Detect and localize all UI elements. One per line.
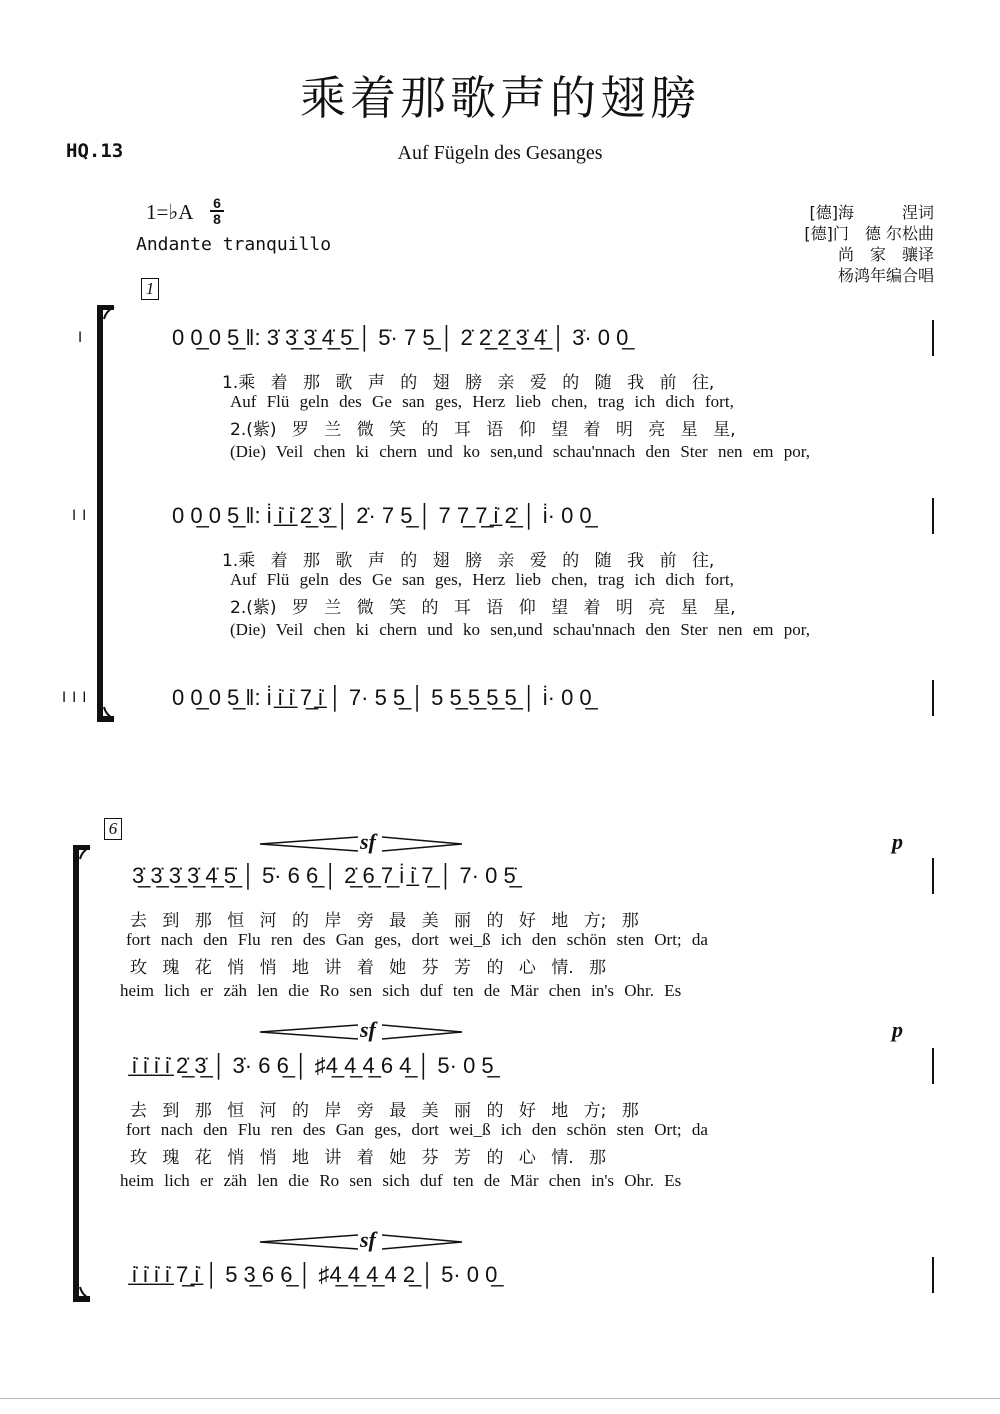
credit-lyricist: [德]海 涅词 [809,203,934,222]
credit-translator: 尚 家 骧译 [837,245,934,264]
page-bottom-edge [0,1398,1000,1399]
lyric-s1v2-verse1-zh: 1.乘 着 那 歌 声 的 翅 膀 亲 爱 的 随 我 前 往, [222,551,715,571]
dynamic-sf-s2v1: sf [360,829,376,854]
key-signature: 1=♭A [146,200,194,224]
lyric-s1v2-verse2-de: (Die) Veil chen ki chern und ko sen,und schau'nnach den Ster nen em por, [230,620,811,639]
barline-end-s2v1 [932,858,934,894]
dynamic-p-s2v1: p [892,829,903,854]
voice-label-2: II [72,508,93,524]
notes-system1-voice1: 0 0̲ 0 5̲ ‖: 3̇ 3̲̇ 3̲̇ 4̲̇ 5̲̇ │ 5̇· 7 5̲ │ 2̇ 2̲̇ 2̲̇ 3̲̇ 4̲̇ │ 3̇· 0 0̲ [172,325,629,350]
lyric-s1v2-verse2-zh: 2.(紫) 罗 兰 微 笑 的 耳 语 仰 望 着 明 亮 星 星, [230,598,736,618]
lyric-s2v2-verse2-zh: 玫 瑰 花 悄 悄 地 讲 着 她 芬 芳 的 心 情. 那 [130,1148,607,1168]
notes-system1-voice3: 0 0̲ 0 5̲ ‖: i̇ i̲̇ i̲̇ 7̲ i̲̇ │ 7· 5 5̲ │ 5 5̲ 5̲ 5̲ 5̲ │ i̇· 0 0̲ [172,685,592,710]
notes-system2-voice2: i̲̇ i̲̇ i̲̇ i̲̇ 2̲̇ 3̲̇ │ 3̇· 6 6̲ │ ♯4̲ 4̲ 4̲ 6 4̲ │ 5· 0 5̲ [132,1053,494,1078]
system1-bracket [92,305,122,725]
lyric-s1v1-verse1-zh: 1.乘 着 那 歌 声 的 翅 膀 亲 爱 的 随 我 前 往, [222,373,715,393]
page-title: 乘着那歌声的翅膀 [300,71,700,125]
lyric-s2v1-verse1-de: fort nach den Flu ren des Gan ges, dort wei_ß ich den schön sten Ort; da [126,930,708,949]
dynamic-sf-s2v2: sf [360,1017,376,1042]
lyric-s2v1-verse1-zh: 去 到 那 恒 河 的 岸 旁 最 美 丽 的 好 地 方; 那 [130,911,639,931]
barline-end-s1v1 [932,320,934,356]
rehearsal-mark-6: 6 [104,818,122,840]
lyric-s1v1-verse1-de: Auf Flü geln des Ge san ges, Herz lieb chen, trag ich dich fort, [230,392,734,411]
subtitle: Auf Fügeln des Gesanges [397,142,603,164]
time-bottom: 8 [213,211,221,227]
lyric-s2v1-verse2-de: heim lich er zäh len die Ro sen sich duf ten de Mär chen in's Ohr. Es [120,981,682,1000]
barline-end-s2v3 [932,1257,934,1293]
system2-bracket [68,845,98,1305]
barline-end-s1v2 [932,498,934,534]
time-signature [210,196,224,226]
notes-system1-voice2: 0 0̲ 0 5̲ ‖: i̇ i̲̇ i̲̇ 2̲̇ 3̲̇ │ 2̇· 7 5̲ │ 7 7̲ 7̲ i̲̇ 2̲̇ │ i̇· 0 0̲ [172,503,592,528]
lyric-s2v2-verse2-de: heim lich er zäh len die Ro sen sich duf ten de Mär chen in's Ohr. Es [120,1171,682,1190]
lyric-s2v1-verse2-zh: 玫 瑰 花 悄 悄 地 讲 着 她 芬 芳 的 心 情. 那 [130,958,607,978]
voice-label-3: III [62,690,93,706]
rehearsal-mark-1: 1 [141,278,159,300]
lyric-s2v2-verse1-de: fort nach den Flu ren des Gan ges, dort wei_ß ich den schön sten Ort; da [126,1120,708,1139]
lyric-s1v2-verse1-de: Auf Flü geln des Ge san ges, Herz lieb chen, trag ich dich fort, [230,570,734,589]
credit-composer: [德]门 德 尔松曲 [804,224,934,243]
notes-system2-voice3: i̲̇ i̲̇ i̲̇ i̲̇ 7̲ i̲̇ │ 5 3̲ 6 6̲ │ ♯4̲ 4̲ 4̲ 4 2̲ │ 5· 0 0̲ [132,1262,498,1287]
lyric-s2v2-verse1-zh: 去 到 那 恒 河 的 岸 旁 最 美 丽 的 好 地 方; 那 [130,1101,639,1121]
voice-label-1: I [78,330,89,346]
barline-end-s1v3 [932,680,934,716]
lyric-s1v1-verse2-de: (Die) Veil chen ki chern und ko sen,und schau'nnach den Ster nen em por, [230,442,811,461]
barline-end-s2v2 [932,1048,934,1084]
tempo-marking: Andante tranquillo [136,234,332,255]
lyric-s1v1-verse2-zh: 2.(紫) 罗 兰 微 笑 的 耳 语 仰 望 着 明 亮 星 星, [230,420,736,440]
time-top: 6 [213,195,221,211]
notes-system2-voice1: 3̲̇ 3̲̇ 3̲̇ 3̲̇ 4̲̇ 5̲̇ │ 5̇· 6 6̲ │ 2̲̇ 6̲ 7̲ i̇ i̲̇ 7̲ │ 7· 0 5̲̇ [132,863,516,888]
credit-arranger: 杨鸿年编合唱 [837,266,934,285]
score-code: HQ.13 [66,140,124,162]
dynamic-sf-s2v3: sf [360,1227,376,1252]
dynamic-p-s2v2: p [892,1017,903,1042]
